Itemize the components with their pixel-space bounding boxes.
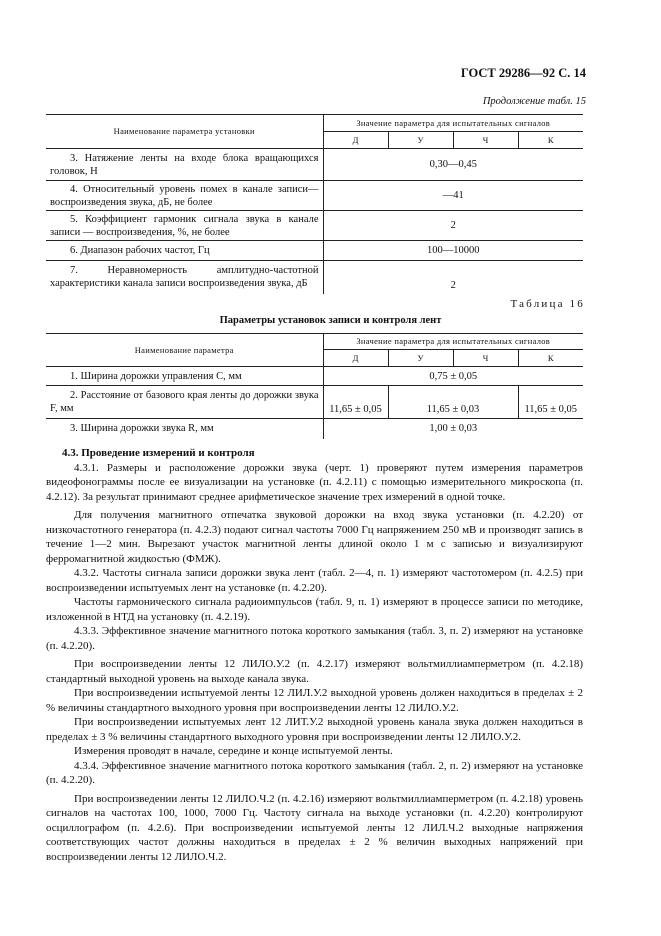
- table16-title: Параметры установок записи и контроля лент: [219, 315, 442, 326]
- body-text: [46, 446, 583, 864]
- table15-row-value: 100—10000: [323, 241, 583, 261]
- table-row: [46, 367, 583, 386]
- table16-number: Таблица 16: [510, 298, 585, 310]
- paragraph: 4.3.3. Эффективное значение магнитного потока короткого замыкания (табл. 3, п. 2) измеряют на установке (п. 4.2.20).: [46, 625, 583, 652]
- table15-signal-ch: Ч: [453, 132, 518, 149]
- table16-row2-value-k: 11,65 ± 0,05: [518, 386, 583, 419]
- table-row: [46, 149, 583, 181]
- table16-signal-k: К: [518, 350, 583, 367]
- paragraph: 4.3.2. Частоты сигнала записи дорожки звука лент (табл. 2—4, п. 1) измеряют частотомером (п. 4.2.5) при воспроизведении испытуемых лент на установке (п. 4.2.20).: [46, 567, 583, 594]
- table15-signal-d: Д: [323, 132, 388, 149]
- table-row: [46, 419, 583, 439]
- table15-row-name: 5. Коэффициент гармоник сигнала звука в канале записи — воспроизведения, %, не более: [46, 211, 323, 241]
- table15-col-group: Значение параметра для испытательных сигналов: [323, 115, 583, 132]
- table-continuation-label: Продолжение табл. 15: [482, 96, 586, 107]
- table-row: [46, 261, 583, 294]
- paragraph: Частоты гармонического сигнала радиоимпульсов (табл. 9, п. 1) измеряют в процессе записи по методике, изложенной в НТД на установку (п. 4.2.19).: [46, 596, 583, 623]
- paragraph: При воспроизведении ленты 12 ЛИЛО.У.2 (п. 4.2.17) измеряют вольтмиллиамперметром (п. 4.2.18) стандартный выходной уровень на выходе канала звука.: [46, 658, 583, 685]
- table15-row-value: 2: [323, 261, 583, 294]
- paragraph: Измерения проводят в начале, середине и конце испытуемой ленты.: [74, 745, 393, 757]
- table-row: [46, 181, 583, 211]
- table16-col-group: Значение параметра для испытательных сигналов: [323, 334, 583, 350]
- table16-row3-value: 1,00 ± 0,03: [323, 419, 583, 439]
- table16-row1-value: 0,75 ± 0,05: [323, 367, 583, 386]
- paragraph: 4.3.4. Эффективное значение магнитного потока короткого замыкания (табл. 2, п. 2) измеряют на установке (п. 4.2.20).: [46, 759, 583, 786]
- table15-signal-k: К: [518, 132, 583, 149]
- table-15: [46, 114, 583, 294]
- table16-signal-d: Д: [323, 350, 388, 367]
- table15-signal-u: У: [388, 132, 453, 149]
- table16-signal-u: У: [388, 350, 453, 367]
- table15-row-name: 7. Неравномерность амплитудно-частотной характеристики канала записи воспроизведения звука, дБ: [46, 261, 323, 294]
- table16-row2-value-d: 11,65 ± 0,05: [323, 386, 388, 419]
- table16-col-name: Наименование параметра: [46, 334, 323, 367]
- table-row: [46, 211, 583, 241]
- page-header: ГОСТ 29286—92 С. 14: [460, 66, 586, 80]
- table15-row-name: 6. Диапазон рабочих частот, Гц: [46, 241, 323, 261]
- table15-row-name: 3. Натяжение ленты на входе блока вращающихся головок, Н: [46, 149, 323, 181]
- table-row: [46, 241, 583, 261]
- table15-row-value: 0,30—0,45: [323, 149, 583, 181]
- table16-row2-value-uch: 11,65 ± 0,03: [388, 386, 518, 419]
- paragraph: Для получения магнитного отпечатка звуковой дорожки на вход звука установки (п. 4.2.20) от низкочастотного генератора (п. 4.2.3) подают сигнал частоты 7000 Гц напряжением 250 мВ и производят запись в течение 1—2 мин. Вырезают участок магнитной ленты длиной около 1 м с записью и визуализируют ферромагнитной жидкостью (ФМЖ).: [46, 509, 583, 565]
- table15-row-name: 4. Относительный уровень помех в канале записи—воспроизведения звука, дБ, не более: [46, 181, 323, 211]
- paragraph: При воспроизведении ленты 12 ЛИЛО.Ч.2 (п. 4.2.16) измеряют вольтмиллиамперметром (п. 4.2.18) уровень сигналов на частотах 100, 1000, 7000 Гц. Частоту сигнала на выходе установки (п. 4.2.20) контролируют осциллографом (п. 4.2.6). При воспроизведении испытуемой ленты 12 ЛИЛ.Ч.2 выходные напряжения соответствующих частот должны находиться в пределах ± 2 % величин выходных напряжений при воспроизведении ленты 12 ЛИЛО.Ч.2.: [46, 792, 583, 863]
- table15-row-value: —41: [323, 181, 583, 211]
- paragraph: При воспроизведении испытуемой ленты 12 ЛИЛ.У.2 выходной уровень должен находиться в пределах ± 2 % величины стандартного выходного уровня при воспроизведении ленты 12 ЛИЛО.У.2.: [46, 687, 583, 714]
- section-title: 4.3. Проведение измерений и контроля: [62, 447, 255, 459]
- paragraph: При воспроизведении испытуемых лент 12 ЛИТ.У.2 выходной уровень канала звука должен находиться в пределах ± 3 % величины стандартного выходного уровня при воспроизведении ленты 12 ЛИЛО.У.2.: [46, 716, 583, 743]
- table16-row2-name: 2. Расстояние от базового края ленты до дорожки звука F, мм: [46, 386, 323, 419]
- table-16: [46, 333, 583, 439]
- table15-col-name: Наименование параметра установки: [46, 115, 323, 149]
- table16-row1-name: 1. Ширина дорожки управления C, мм: [46, 367, 323, 386]
- table15-row-value: 2: [323, 211, 583, 241]
- paragraph: 4.3.1. Размеры и расположение дорожки звука (черт. 1) проверяют путем измерения параметров видеофонограммы после ее визуализации на установке (п. 4.2.11) с помощью измерительного микроскопа (п. 4.2.12). За результат принимают среднее арифметическое значение трех измерений в одной точке.: [46, 461, 583, 503]
- table16-row3-name: 3. Ширина дорожки звука R, мм: [46, 419, 323, 439]
- table-row: [46, 386, 583, 419]
- table16-signal-ch: Ч: [453, 350, 518, 367]
